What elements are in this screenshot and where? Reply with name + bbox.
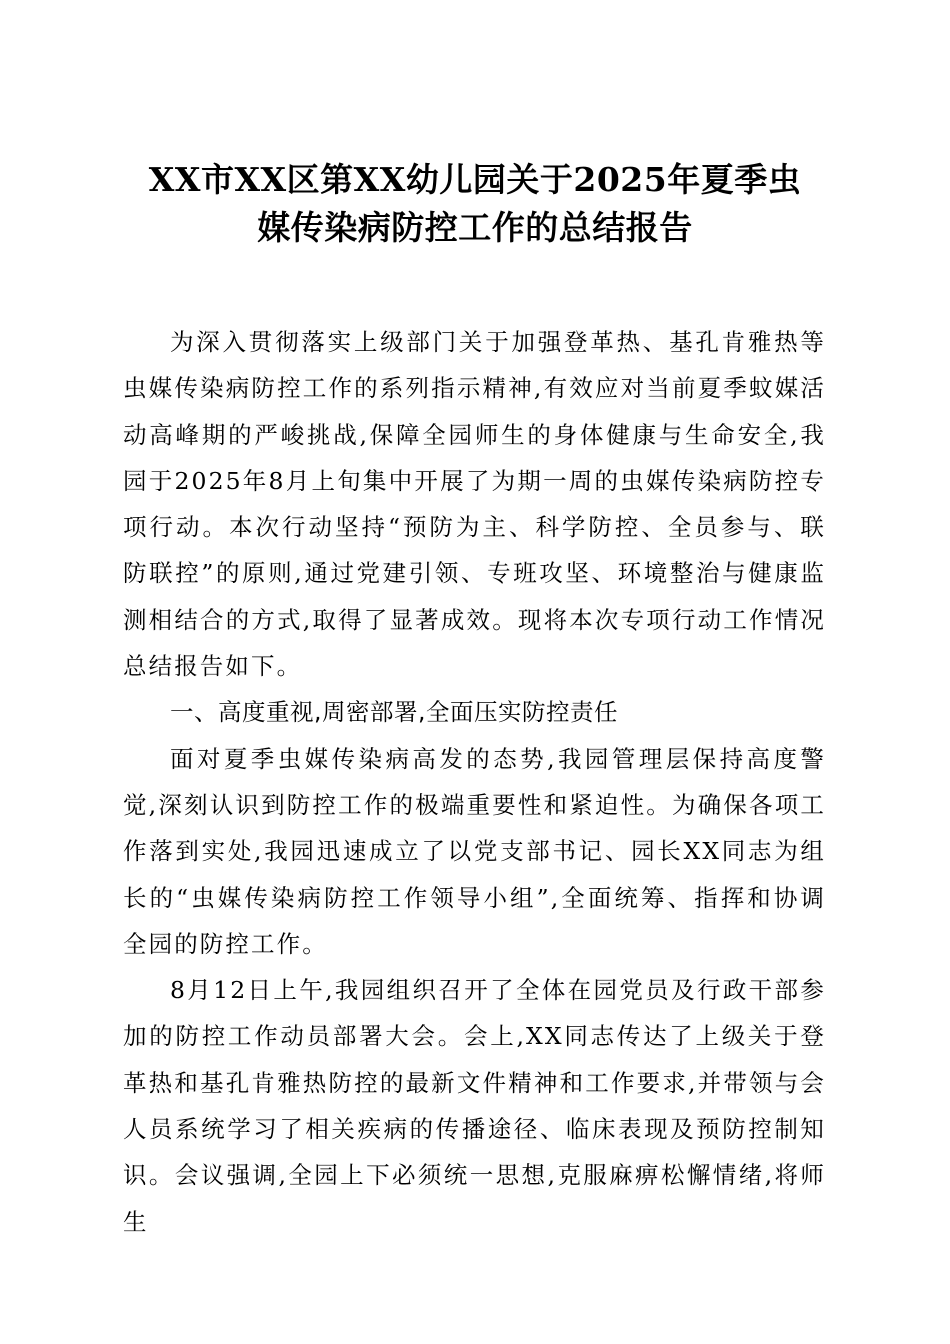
- section-1-paragraph-2: 8月12日上午,我园组织召开了全体在园党员及行政干部参加的防控工作动员部署大会。会上,XX同志传达了上级关于登革热和基孔肯雅热防控的最新文件精神和工作要求,并带领与会人员系统学习了相关疾病的传播途径、临床表现及预防控制知识。会议强调,全园上下必须统一思想,克服麻痹松懈情绪,将师生: [123, 976, 826, 1236]
- title-line-2: 媒传染病防控工作的总结报告: [257, 208, 693, 247]
- document-title: [110, 156, 840, 252]
- document-body: [123, 319, 826, 1245]
- title-line-1: XX市XX区第XX幼儿园关于2025年夏季虫: [148, 160, 802, 199]
- intro-paragraph: 为深入贯彻落实上级部门关于加强登革热、基孔肯雅热等虫媒传染病防控工作的系列指示精神,有效应对当前夏季蚊媒活动高峰期的严峻挑战,保障全园师生的身体健康与生命安全,我园于2025年8月上旬集中开展了为期一周的虫媒传染病防控专项行动。本次行动坚持“预防为主、科学防控、全员参与、联防联控”的原则,通过党建引领、专班攻坚、环境整治与健康监测相结合的方式,取得了显著成效。现将本次专项行动工作情况总结报告如下。: [123, 328, 826, 681]
- section-1-heading: 一、高度重视,周密部署,全面压实防控责任: [170, 698, 618, 727]
- section-1-paragraph-1: 面对夏季虫媒传染病高发的态势,我园管理层保持高度警觉,深刻认识到防控工作的极端重要性和紧迫性。为确保各项工作落到实处,我园迅速成立了以党支部书记、园长XX同志为组长的“虫媒传染病防控工作领导小组”,全面统筹、指挥和协调全园的防控工作。: [123, 744, 826, 958]
